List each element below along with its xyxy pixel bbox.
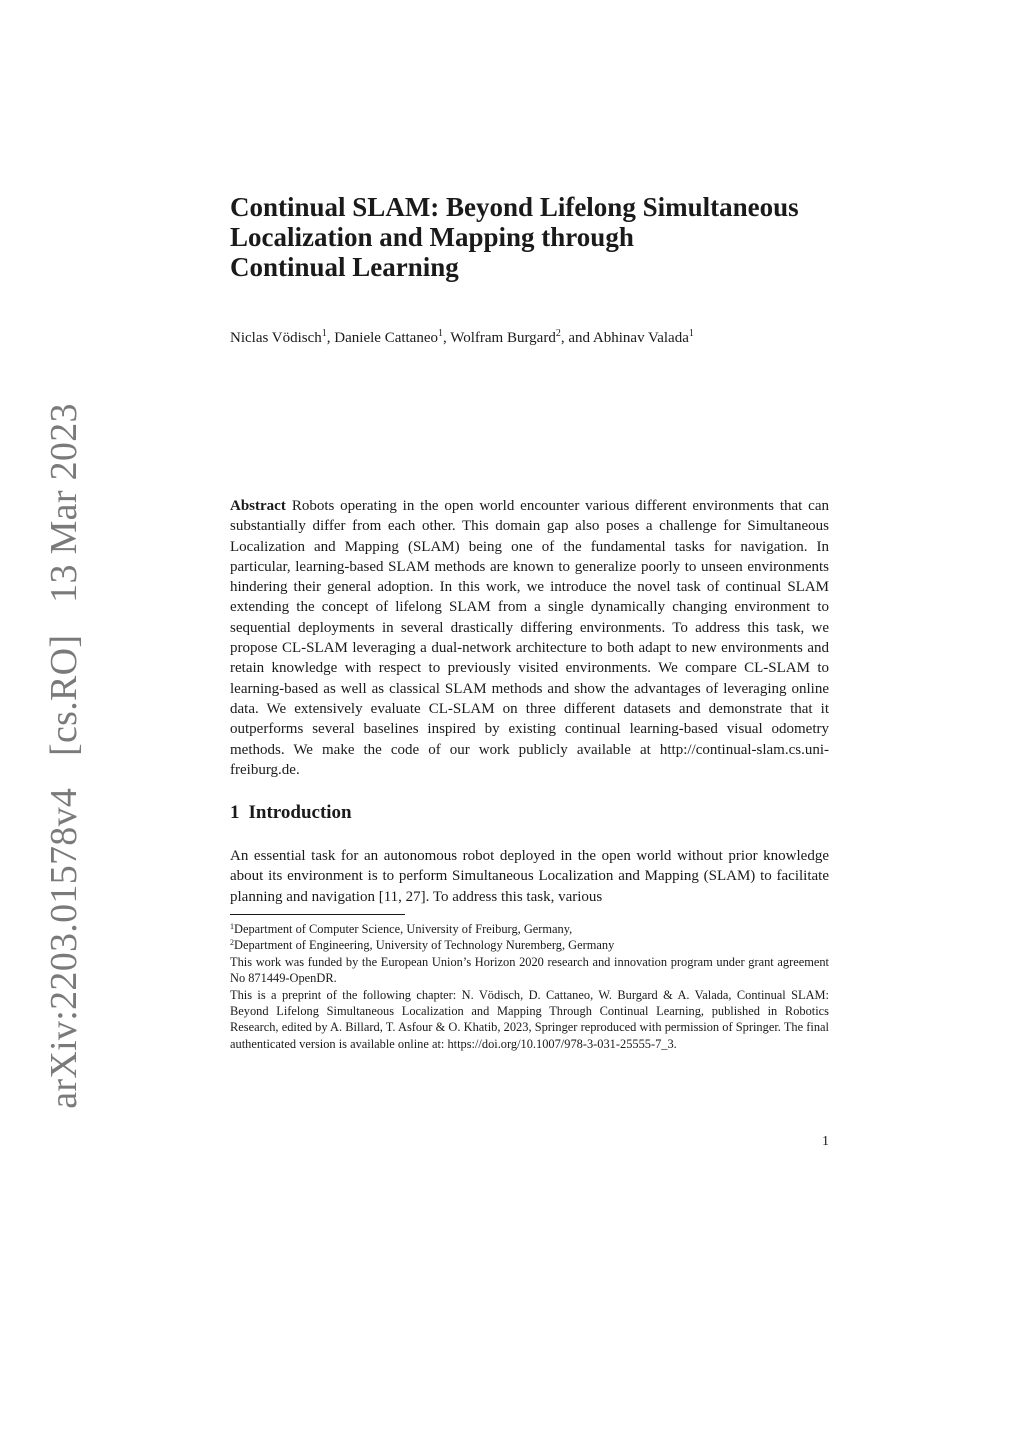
author-name: Wolfram Burgard — [450, 330, 556, 346]
arxiv-date: 13 Mar 2023 — [43, 403, 85, 603]
intro-paragraph: An essential task for an autonomous robot deployed in the open world without prior knowledge about its environment is to perform Simultaneous Localization and Mapping (SLAM) to facilitate planning and navigation [11, 27]. To address this task, various — [230, 848, 829, 905]
author-separator: , and — [560, 330, 593, 346]
footnotes — [230, 921, 829, 1052]
author-name: Niclas Vödisch — [230, 330, 322, 346]
footnote-text: Department of Computer Science, University of Freiburg, Germany, — [234, 922, 573, 936]
abstract-text: Robots operating in the open world encounter various different environments that can substantially differ from each other. This domain gap also poses a challenge for Simultaneous Localization and Mapping (SLAM) being one of the fundamental tasks for navigation. In particular, learning-based SLAM methods are known to generalize poorly to unseen environments hindering their general adoption. In this work, we introduce the novel task of continual SLAM extending the concept of lifelong SLAM from a single dynamically changing environment to sequential deployments in several drastically differing environments. To address this task, we propose CL-SLAM leveraging a dual-network architecture to both adapt to new environments and retain knowledge with respect to previously visited environments. We compare CL-SLAM to learning-based as well as classical SLAM methods and show the advantages of leveraging online data. We extensively evaluate CL-SLAM on three different datasets and demonstrate that it outperforms several baselines inspired by existing continual learning-based visual odometry methods. We make the code of our work publicly available at http://continual-slam.cs.uni-freiburg.de. — [230, 498, 829, 778]
footnote-affiliation-2 — [230, 937, 829, 953]
footnote-text: Department of Engineering, University of Technology Nuremberg, Germany — [234, 938, 615, 953]
author-separator: , — [443, 330, 451, 346]
title-line-1: Continual SLAM: Beyond Lifelong Simultaneous — [230, 192, 799, 222]
author-affiliation: 1 — [438, 328, 444, 339]
abstract — [230, 496, 829, 780]
arxiv-stamp — [42, 381, 86, 1109]
title-line-2: Localization and Mapping through — [230, 222, 634, 252]
footnote-preprint: This is a preprint of the following chapter: N. Vödisch, D. Cattaneo, W. Burgard & A. Valada, Continual SLAM: Beyond Lifelong Simultaneous Localization and Mapping Through Continual Learning, published in Robotics Research, edited by A. Billard, T. Asfour & O. Khatib, 2023, Springer reproduced with permission of Springer. The final authenticated version is available online at: https://doi.org/10.1007/978-3-031-25555-7_3. — [230, 987, 829, 1051]
title-line-3: Continual Learning — [230, 252, 459, 282]
footnote-rule — [230, 914, 405, 915]
abstract-label: Abstract — [230, 498, 286, 514]
author-affiliation: 1 — [688, 328, 694, 339]
footnote-mark: 1 — [230, 922, 234, 931]
paper-title — [230, 192, 830, 282]
author-separator: , — [326, 330, 335, 346]
author-affiliation: 1 — [321, 328, 327, 339]
footnote-affiliation-1 — [230, 921, 829, 937]
footnote-mark: 2 — [230, 938, 234, 948]
arxiv-id: arXiv:2203.01578v4 — [43, 787, 85, 1109]
footnote-funding: This work was funded by the European Union’s Horizon 2020 research and innovation program under grant agreement No 871449-OpenDR. — [230, 954, 829, 986]
section-heading — [230, 802, 352, 824]
page-number: 1 — [822, 1134, 829, 1149]
arxiv-category: [cs.RO] — [43, 634, 85, 756]
author-name: Daniele Cattaneo — [334, 330, 439, 346]
author-name: Abhinav Valada — [592, 330, 689, 346]
author-affiliation: 2 — [555, 328, 561, 339]
author-list — [230, 328, 830, 348]
section-number: 1 — [230, 802, 240, 823]
section-title: Introduction — [248, 802, 352, 823]
